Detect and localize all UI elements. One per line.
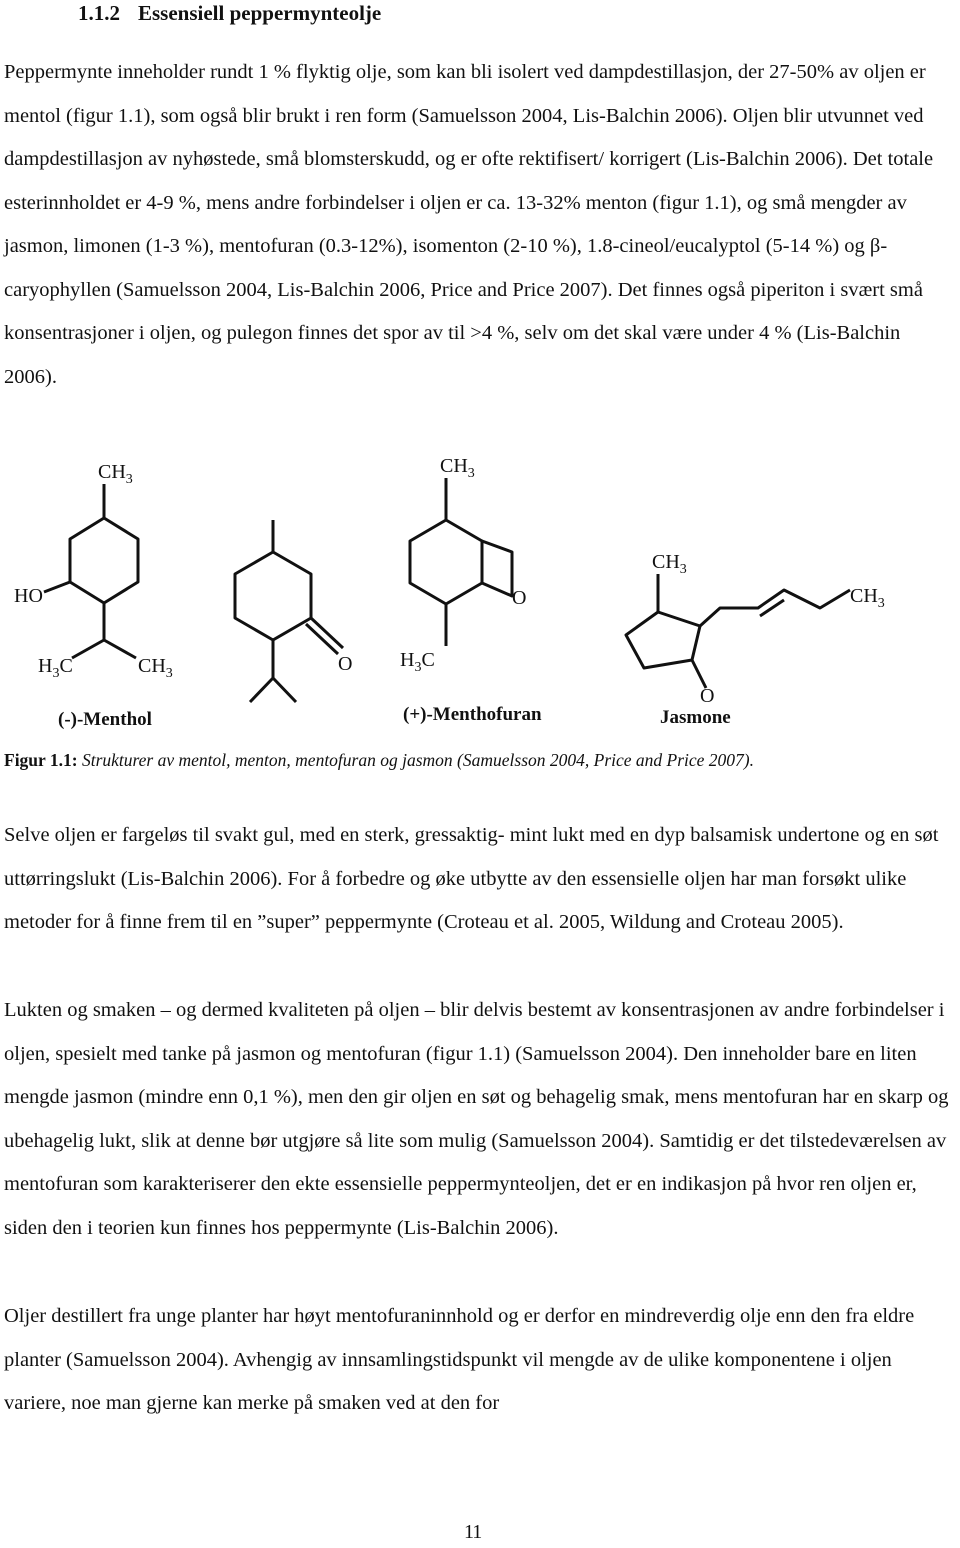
section-title: Essensiell peppermynteolje [138,1,382,25]
figure-caption [4,746,956,774]
svg-text:CH3: $CH_3$ [850,585,885,611]
paragraph-1: Peppermynte inneholder rundt 1 % flyktig olje, som kan bli isolert ved dampdestillasjon, der 27-50% av oljen er mentol (figur 1.1), som også blir brukt i ren form (Samuelsson 2004, Lis-Balchin 2006). Oljen blir utvunnet ved dampdestillasjon av nyhøstede, små blomsterskudd, og er ofte rektifisert/ korrigert (Lis-Balchin 2006). Det totale esterinnholdet er 4-9 %, mens andre forbindelser i oljen er ca. 13-32% menton (figur 1.1), og små mengder av jasmon, limonen (1-3 %), mentofuran (0.3-12%), isomenton (2-10 %), 1.8-cineol/eucalyptol (5-14 %) og β-caryophyllen (Samuelsson 2004, Lis-Balchin 2006, Price and Price 2007). Det finnes også piperiton i svært små konsentrasjoner i oljen, og pulegon finnes det spor av til >4 %, selv om det skal være under 4 % (Lis-Balchin 2006). [4,61,934,388]
menthol-h3c-label: H [38,655,53,677]
jasmone-ring [626,612,700,668]
menthone-o-label: O [338,653,353,675]
svg-text:CH3: $CH_3$ [440,455,475,481]
menthol-oh-bond [44,582,70,592]
jasmone-name: Jasmone [660,707,731,728]
figure-structures [0,440,960,740]
jasmone-side-chain [700,590,850,626]
menthol-methyl-bond-b [104,640,136,658]
paragraph-4: Oljer destillert fra unge planter har høyt mentofuraninnhold og er derfor en mindreverdig olje enn den fra eldre planter (Samuelsson 2004). Avhengig av innsamlingstidspunkt vil mengde av de ulike komponentene i oljen variere, noe man gjerne kan merke på smaken ved at den for [4,1305,915,1414]
menthol-methyl-bond-a [72,640,104,658]
menthofuran-name: (+)-Menthofuran [403,704,542,725]
section-heading [78,0,381,26]
paragraph-3: Lukten og smaken – og dermed kvaliteten på oljen – blir delvis bestemt av konsentrasjonen av andre forbindelser i oljen, spesielt med tanke på jasmon og mentofuran (figur 1.1) (Samuelsson 2004). Den inneholder bare en liten mengde jasmon (mindre enn 0,1 %), men den gir oljen en søt og behagelig smak, mens mentofuran har en skarp og ubehagelig lukt, slik at denne bør utgjøre så lite som mulig (Samuelsson 2004). Samtidig er det tilstedeværelsen av mentofuran som karakteriserer den ekte essensielle peppermynteoljen, det er en indikasjon på hvor ren oljen er, siden den i teorien kun finnes hos peppermynte (Lis-Balchin 2006). [4,999,949,1239]
menthofuran-structure [400,455,542,725]
paragraph-2: Selve oljen er fargeløs til svakt gul, med en sterk, gressaktig- mint lukt med en dyp balsamisk undertone og en søt uttørringslukt (Lis-Balchin 2006). For å forbedre og øke utbytte av den essensielle oljen har man forsøkt ulike metoder for å finne frem til en ”super” peppermynte (Croteau et al. 2005, Wildung and Croteau 2005). [4,824,939,933]
svg-text:CH3: $CH_3$ [98,461,133,487]
menthone-methyl-b [273,678,296,702]
menthol-ho-label: HO [14,585,43,607]
menthol-ring [70,518,138,603]
molecule-structures-svg [0,440,960,740]
svg-text:CH3: $CH_3$ [138,655,173,681]
menthone-structure [235,520,352,702]
menthone-ring [235,552,311,640]
svg-text:H3C: $H_3C$ [38,655,73,681]
menthol-ch3b-label: CH [138,655,166,677]
menthone-methyl-a [250,678,273,702]
figure-caption-label: Figur 1.1: [4,750,78,770]
menthofuran-furan [482,541,512,596]
jasmone-structure [626,551,885,728]
jasmone-ch3-label: CH [652,551,680,573]
menthofuran-ring [410,520,482,604]
menthofuran-o-label: O [512,587,527,609]
menthol-name: (-)-Menthol [58,709,152,730]
menthol-structure [14,461,173,730]
svg-text:CH3: $CH_3$ [652,551,687,577]
jasmone-co-bond [692,660,706,688]
page-number: 11 [464,1521,482,1543]
menthofuran-h3c-label: H [400,649,415,671]
jasmone-ch3b-label: CH [850,585,878,607]
menthol-ch3-label: CH [98,461,126,483]
jasmone-o-label: O [700,685,715,707]
menthofuran-ch3-label: CH [440,455,468,477]
svg-text:H3C: $H_3C$ [400,649,435,675]
section-number: 1.1.2 [78,1,120,25]
figure-caption-text: Strukturer av mentol, menton, mentofuran og jasmon (Samuelsson 2004, Price and Price 2007). [81,750,754,770]
